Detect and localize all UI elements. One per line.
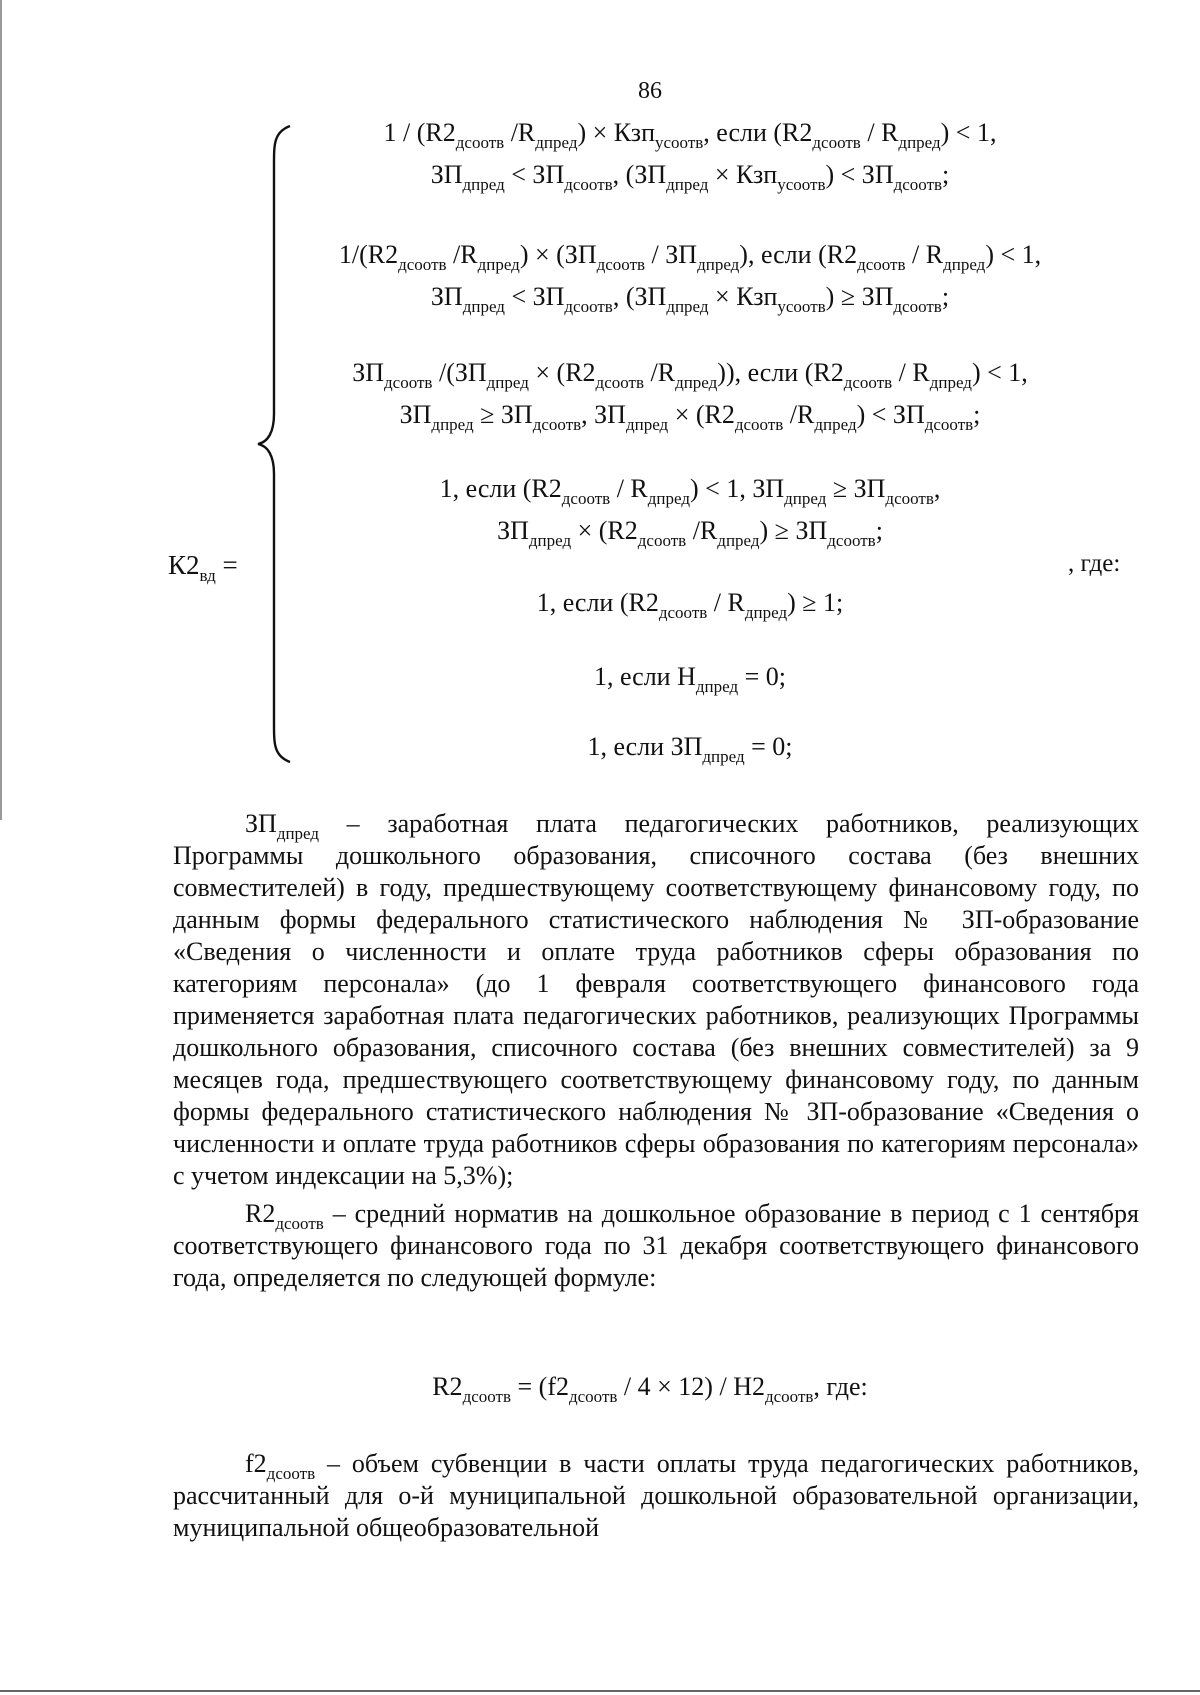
definition-zp-dpred: $ЗП_{дпред}$ – заработная плата педагогических работников, реализующих Программы дошкольного образования, списочного состава (без внешних совместителей) в году, предшествующему соответствующему финансовому году, по данным формы федерального статистического наблюдения № ЗП-образование «Сведения о численности и оплате труда работников сферы образования по категориям персонала» (до 1 февраля соответствующего финансового года применяется заработная плата педагогических работников, реализующих Программы дошкольного образования, списочного состава (без внешних совместителей) за 9 месяцев года, предшествующего соответствующему финансовому году, по данным формы федерального статистического наблюдения № ЗП-образование «Сведения о численности и оплате труда работников сферы образования по категориям персонала» с учетом индексации на 5,3%); (173, 809, 1139, 1190)
formula-r2-dsootv: $R2_{дсоотв} = (f2_{дсоотв} / 4 \times 12) / Н2_{дсоотв}$, где: (432, 1372, 868, 1406)
formula-case-4-line-1: 1, если $(R2_{дсоотв} / R_{дпред}) < 1$, $ЗП_{дпред} \ge ЗП_{дсоотв}$, (439, 474, 941, 508)
page-number: 86 (638, 78, 662, 104)
scan-bottom-line (0, 1690, 1200, 1692)
formula-case-5: 1, если $(R2_{дсоотв} / R_{дпред}) \ge 1$; (536, 588, 844, 622)
formula-case-3-line-2: $ЗП_{дпред} \ge ЗП_{дсоотв}$, $ЗП_{дпред} \times (R2_{дсоотв}$ $/R_{дпред}) < ЗП_{дсоотв}$; (399, 400, 981, 434)
formula-case-2-line-2: $ЗП_{дпред} < ЗП_{дсоотв}$, $(ЗП_{дпред} \times Кзп_{усоотв}) \ge ЗП_{дсоотв}$; (430, 282, 950, 316)
definition-f2-dsootv: $f2_{дсоотв}$ – объем субвенции в части оплаты труда педагогических работников, рассчитанный для о-й муниципальной дошкольной образовательной организации, муниципальной общеобразовательной (173, 1449, 1139, 1542)
formula-case-1-line-1: $1 / (R2_{дсоотв}$ $/R_{дпред}) \times Кзп_{усоотв}$, если $(R2_{дсоотв} / R_{дпред}) < 1$, (383, 118, 997, 152)
formula-case-4-line-2: $ЗП_{дпред} \times (R2_{дсоотв}$ $/R_{дпред}) \ge ЗП_{дсоотв}$; (497, 516, 883, 550)
definition-r2-dsootv: $R2_{дсоотв}$ – средний норматив на дошкольное образование в период с 1 сентября соответствующего финансового года по 31 декабря соответствующего финансового года, определяется по следующей формуле: (173, 1199, 1139, 1292)
formula-case-7: 1, если $ЗП_{дпред} = 0$; (587, 732, 793, 766)
definitions-text-2 (173, 1448, 1139, 1544)
formula-lhs: $К2_{вд}$ = (168, 550, 238, 585)
formula-case-3-line-1: $ЗП_{дсоотв}$ $/(ЗП_{дпред} \times (R2_{дсоотв}$ $/R_{дпред}$)), если $(R2_{дсоотв} / R_{дпред}) < 1$, (352, 358, 1028, 392)
formula-where-label: , где: (1068, 550, 1121, 577)
formula-case-2-line-1: $1/(R2_{дсоотв}$ $/R_{дпред}) \times (ЗП_{дсоотв} / ЗП_{дпред})$, если $(R2_{дсоотв} / R_{дпред}) < 1$, (338, 240, 1042, 274)
formula-case-1-line-2: $ЗП_{дпред} < ЗП_{дсоотв}$, $(ЗП_{дпред} \times Кзп_{усоотв}) < ЗП_{дсоотв}$; (430, 160, 950, 194)
piecewise-formula (0, 118, 1200, 768)
definitions-text (173, 808, 1139, 1294)
formula-case-6: 1, если $Н_{дпред} = 0$; (593, 662, 786, 696)
